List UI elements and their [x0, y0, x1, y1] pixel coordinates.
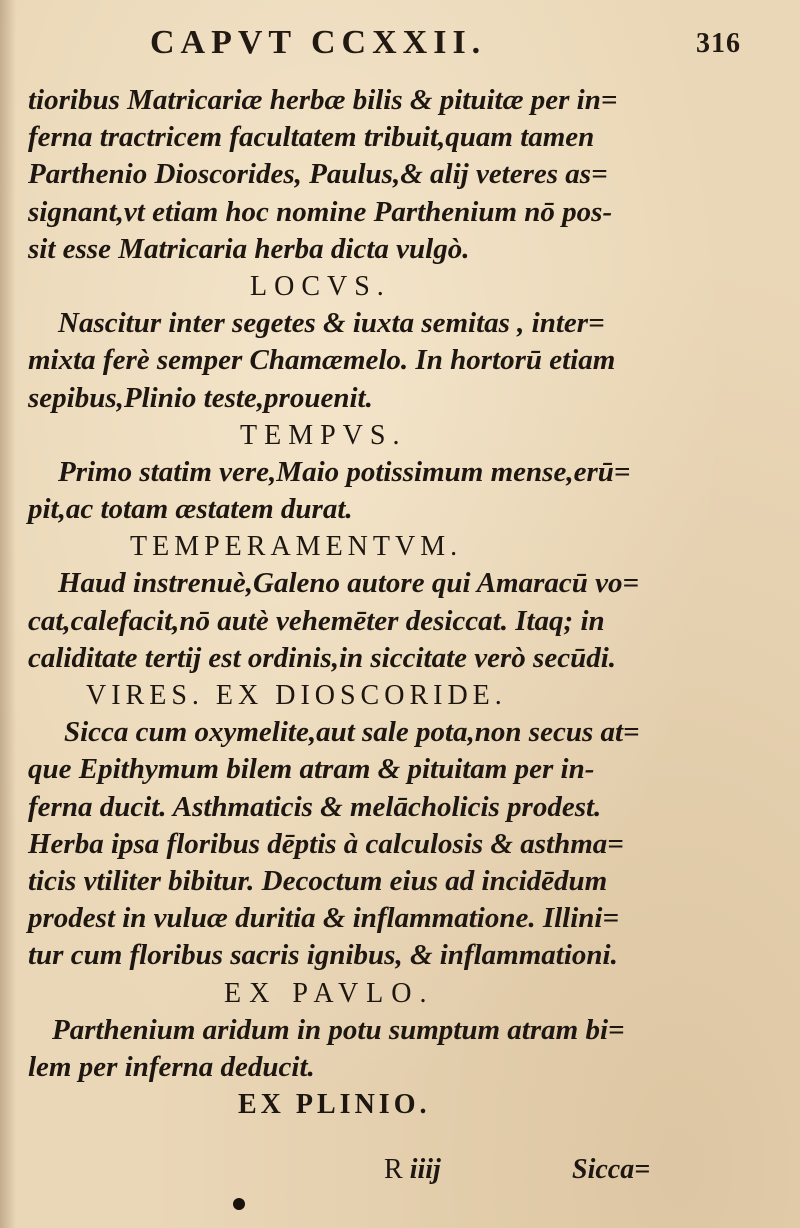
text-line: tur cum floribus sacris ignibus, & inflammationi.	[28, 939, 618, 972]
text-line: Haud instrenuè,Galeno autore qui Amaracū vo=	[58, 567, 640, 600]
ink-spot	[233, 1198, 245, 1210]
running-head	[0, 24, 800, 64]
text-line: ferna ducit. Asthmaticis & melācholicis prodest.	[28, 790, 602, 823]
text-line: tioribus Matricariæ herbæ bilis & pituitæ per in=	[28, 84, 618, 116]
section-heading-locus: LOCVS.	[250, 270, 391, 302]
text-line: Primo statim vere,Maio potissimum mense,erū=	[58, 455, 631, 488]
section-heading-ex-plinio: EX PLINIO.	[238, 1089, 431, 1121]
section-heading-vires: VIRES. EX DIOSCORIDE.	[86, 680, 507, 711]
text-line: mixta ferè semper Chamæmelo. In hortorū etiam	[28, 344, 616, 377]
signature-letter: R	[384, 1154, 403, 1185]
running-title: CAPVT CCXXII.	[150, 24, 487, 61]
section-heading-tempus: TEMPVS.	[240, 419, 407, 451]
text-line: Herba ipsa floribus dēptis à calculosis & asthma=	[28, 827, 624, 860]
text-line: ferna tractricem facultatem tribuit,quam tamen	[28, 121, 595, 154]
signature-number: iiij	[409, 1154, 441, 1185]
text-line: Nascitur inter segetes & iuxta semitas , inter=	[58, 307, 605, 340]
body-text	[28, 82, 688, 1123]
gutter-shadow	[0, 0, 16, 1228]
text-line: sepibus,Plinio teste,prouenit.	[28, 381, 373, 414]
text-line: Parthenium aridum in potu sumptum atram bi=	[52, 1013, 625, 1046]
text-line: pit,ac totam æstatem durat.	[28, 493, 353, 526]
text-line: ticis vtiliter bibitur. Decoctum eius ad incidēdum	[28, 864, 608, 897]
signature-mark	[384, 1154, 441, 1186]
text-line: sit esse Matricaria herba dicta vulgò.	[28, 232, 470, 265]
text-line: Parthenio Dioscorides, Paulus,& alij veteres as=	[28, 158, 608, 191]
page-footer	[0, 1154, 800, 1194]
text-line: cat,calefacit,nō autè vehemēter desiccat. Itaq; in	[28, 604, 605, 637]
section-heading-ex-pavlo: EX PAVLO.	[224, 977, 435, 1009]
section-heading-temperamentum: TEMPERAMENTVM.	[130, 531, 463, 563]
text-line: lem per inferna deducit.	[28, 1050, 315, 1083]
text-line: que Epithymum bilem atram & pituitam per in-	[28, 753, 595, 786]
text-line: caliditate tertij est ordinis,in siccitate verò secūdi.	[28, 641, 617, 674]
text-line: prodest in vuluæ duritia & inflammatione. Illini=	[28, 902, 620, 935]
text-line: Sicca cum oxymelite,aut sale pota,non secus at=	[64, 716, 640, 749]
text-line: signant,vt etiam hoc nomine Parthenium nō pos-	[28, 195, 613, 228]
page-number: 316	[696, 28, 741, 59]
catchword: Sicca=	[572, 1154, 651, 1185]
